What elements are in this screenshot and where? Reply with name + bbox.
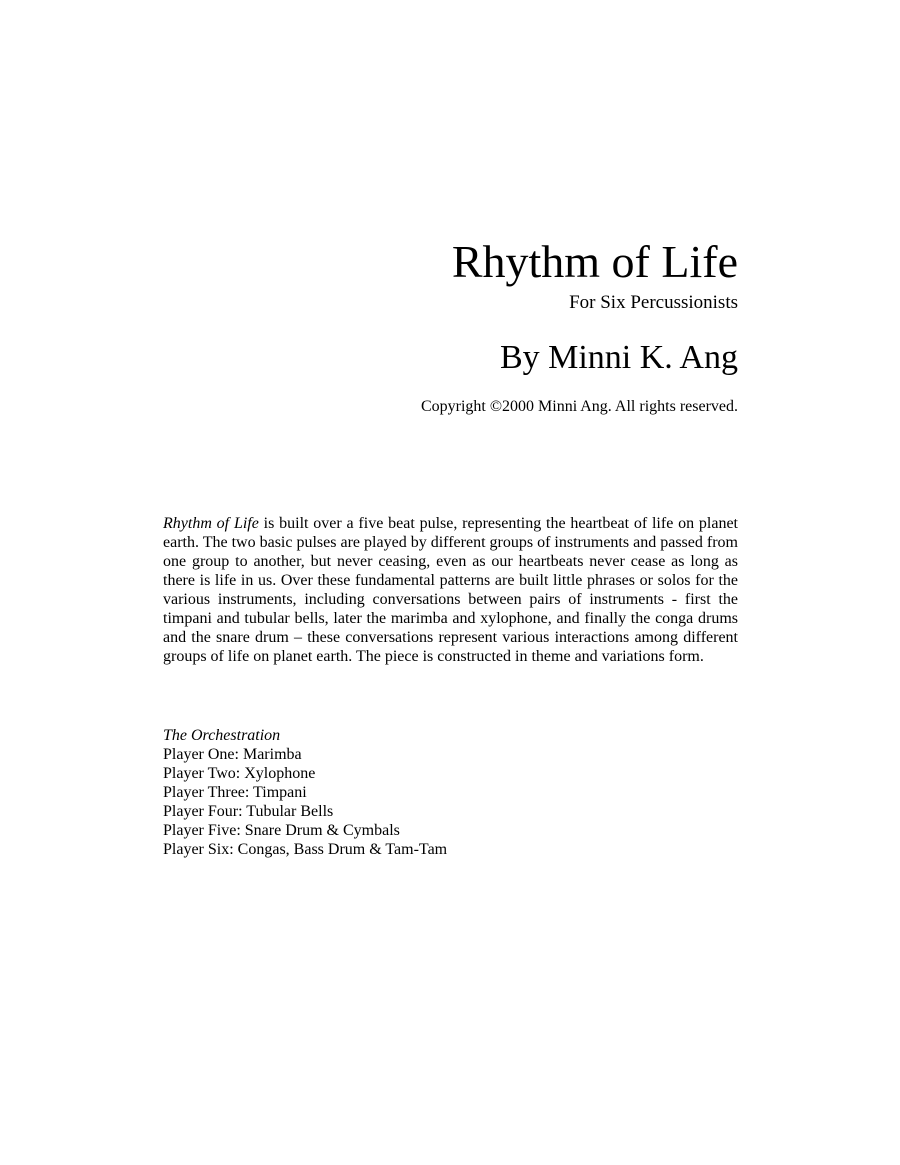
author: By Minni K. Ang <box>499 339 738 376</box>
description-text: is built over a five beat pulse, representing the heartbeat of life on planet earth. The two basic pulses are played by different groups of instruments and passed from one group to another, but never ceasing, even as our heartbeats never cease as long as there is life in us. Over these fundamental patterns are built little phrases or solos for the various instruments, including conversations between pairs of instruments - first the timpani and tubular bells, later the marimba and xylophone, and finally the conga drums and the snare drum – these conversations represent various interactions among different groups of life on planet earth. The piece is constructed in theme and variations form. <box>163 515 739 665</box>
page-title: Rhythm of Life <box>451 236 738 287</box>
player-item: Player Two: Xylophone <box>163 765 316 782</box>
title-block <box>421 232 738 417</box>
copyright-notice: Copyright ©2000 Minni Ang. All rights reserved. <box>420 398 738 415</box>
description-paragraph <box>163 514 738 666</box>
description-title-ref: Rhythm of Life <box>163 515 259 532</box>
player-item: Player Three: Timpani <box>163 784 307 801</box>
orchestration-list <box>163 726 447 859</box>
orchestration-heading: The Orchestration <box>163 727 281 744</box>
player-item: Player Four: Tubular Bells <box>163 803 334 820</box>
player-item: Player One: Marimba <box>163 746 302 763</box>
player-item: Player Five: Snare Drum & Cymbals <box>163 822 400 839</box>
player-item: Player Six: Congas, Bass Drum & Tam-Tam <box>163 841 448 858</box>
subtitle: For Six Percussionists <box>569 292 738 313</box>
